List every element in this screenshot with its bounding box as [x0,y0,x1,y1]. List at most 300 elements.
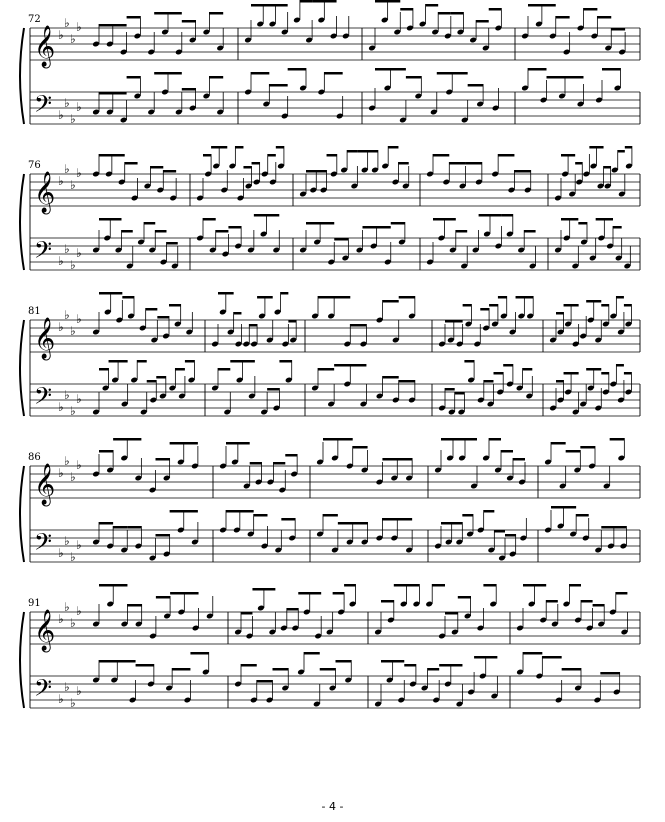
note-beam [441,438,453,441]
note-beam [304,652,320,655]
flat-accidental: ♭ [58,400,64,414]
note-beam [382,458,397,461]
note-beam [426,4,439,7]
page-number: - 4 - [321,800,344,813]
note-beam [353,446,368,449]
note-beam [451,12,464,15]
note-beam [468,84,483,87]
note-beam [556,312,564,315]
note-beam [400,8,413,11]
note-beam [433,154,449,157]
note-beam [581,600,593,603]
note-beam [318,368,334,371]
flat-accidental: ♭ [76,392,82,406]
note-beam [228,226,241,229]
bass-clef: 𝄢 [34,674,53,707]
note-beam [269,84,287,87]
note-beam [564,506,577,509]
note-beam [99,24,113,27]
note-beam [156,458,170,461]
note-beam [112,154,125,157]
note-beam [602,68,621,71]
flat-accidental: ♭ [76,166,82,180]
measure-number: 86 [28,452,41,463]
note-beam [334,364,350,367]
bass-clef: 𝄢 [34,236,53,269]
note-beam [316,170,326,173]
note-beam [523,652,542,655]
treble-staff [30,612,640,644]
note-beam [604,166,611,169]
flat-accidental: ♭ [64,680,70,694]
note-beam [596,146,603,149]
note-beam [391,222,405,225]
flat-accidental: ♭ [70,404,76,418]
note-beam [388,146,398,149]
flat-accidental: ♭ [58,254,64,268]
note-beam [466,162,482,165]
note-beam [571,304,579,307]
note-beam [484,510,495,513]
note-beam [594,368,602,371]
note-beam [113,526,127,529]
note-beam [570,218,579,221]
note-beam [542,4,556,7]
note-beam [226,510,240,513]
note-beam [501,214,512,217]
note-beam [383,376,399,379]
note-beam [125,162,138,165]
note-beam [251,72,269,75]
note-beam [516,296,525,299]
note-beam [281,518,295,521]
treble-staff [30,320,640,352]
note-beam [584,8,598,11]
note-beam [494,530,505,533]
note-beam [616,364,624,367]
note-beam [452,72,467,75]
note-beam [437,72,452,75]
note-beam [99,292,111,295]
note-beam [182,20,196,23]
note-beam [264,588,275,591]
flat-accidental: ♭ [64,96,70,110]
grand-staff-brace [20,612,24,708]
note-beam [604,218,613,221]
note-beam [209,76,223,79]
note-beam [254,214,267,217]
note-beam [383,300,399,303]
note-beam [118,360,128,363]
flat-accidental: ♭ [70,470,76,484]
note-beam [547,76,566,79]
note-beam [267,388,279,391]
note-beam [551,506,564,509]
flat-accidental: ♭ [58,108,64,122]
note-beam [561,218,570,221]
note-beam [169,304,181,307]
flat-accidental: ♭ [76,458,82,472]
note-beam [99,584,113,587]
note-beam [168,72,182,75]
note-beam [203,154,211,157]
note-beam [344,584,355,587]
note-beam [618,150,625,153]
note-beam [184,592,198,595]
note-beam [127,16,141,19]
note-beam [406,76,421,79]
note-beam [234,312,242,315]
note-beam [243,360,255,363]
flat-accidental: ♭ [64,454,70,468]
note-beam [610,438,625,441]
bass-clef: 𝄢 [34,528,53,561]
treble-staff [30,174,640,206]
note-beam [170,592,184,595]
note-beam [251,4,263,7]
note-beam [439,664,451,667]
note-beam [122,230,133,233]
flat-accidental: ♭ [70,324,76,338]
note-beam [218,292,226,295]
note-beam [168,12,182,15]
note-beam [285,454,297,457]
note-beam [390,68,405,71]
flat-accidental: ♭ [58,466,64,480]
note-beam [501,450,513,453]
flat-accidental: ♭ [58,612,64,626]
note-beam [397,458,412,461]
note-beam [444,218,455,221]
note-beam [99,154,112,157]
flat-accidental: ♭ [76,246,82,260]
note-beam [113,584,127,587]
note-beam [578,222,587,225]
note-beam [484,380,494,383]
note-beam [569,584,581,587]
note-beam [218,368,230,371]
note-beam [306,222,320,225]
note-beam [498,296,507,299]
note-beam [451,664,463,667]
flat-accidental: ♭ [64,534,70,548]
note-beam [99,218,110,221]
note-beam [556,16,570,19]
note-beam [338,438,353,441]
note-beam [589,146,596,149]
note-beam [155,230,166,233]
note-beam [288,320,296,323]
note-beam [334,296,350,299]
note-beam [163,170,176,173]
note-beam [137,360,147,363]
note-beam [127,526,141,529]
bass-staff [30,530,640,562]
system [20,146,640,272]
note-beam [394,584,407,587]
note-beam [324,0,336,3]
bass-clef: 𝄢 [34,90,53,123]
note-beam [327,154,337,157]
note-beam [99,368,109,371]
flat-accidental: ♭ [70,178,76,192]
flat-accidental: ♭ [64,600,70,614]
measure-number: 91 [28,598,41,609]
note-beam [333,592,344,595]
note-beam [465,438,477,441]
note-beam [524,230,535,233]
note-beam [551,442,566,445]
note-beam [172,668,190,671]
note-beam [449,162,465,165]
note-beam [428,668,440,671]
grand-staff-brace [20,466,24,562]
note-beam [388,0,401,3]
note-beam [523,584,535,587]
note-beam [250,462,262,465]
note-beam [489,304,498,307]
note-beam [611,28,625,31]
note-beam [479,214,490,217]
treble-staff [30,28,640,60]
note-beam [268,154,276,157]
note-beam [184,442,198,445]
note-beam [565,76,584,79]
note-beam [226,442,238,445]
note-beam [154,12,168,15]
note-beam [476,20,489,23]
note-beam [310,592,321,595]
note-beam [463,304,472,307]
note-beam [209,12,223,15]
note-beam [562,668,581,671]
note-beam [334,238,348,241]
note-beam [265,296,273,299]
note-beam [254,514,268,517]
note-beam [281,292,289,295]
note-beam [113,438,127,441]
note-beam [616,592,628,595]
note-beam [241,612,252,615]
note-beam [624,372,632,375]
note-beam [564,372,572,375]
note-beam [596,218,605,221]
note-beam [157,316,169,319]
note-beam [474,656,486,659]
flat-accidental: ♭ [64,308,70,322]
note-beam [147,380,157,383]
note-beam [184,510,198,513]
note-beam [528,68,547,71]
note-beam [375,0,388,3]
note-beam [445,388,455,391]
bass-staff [30,384,640,416]
flat-accidental: ♭ [58,692,64,706]
note-beam [535,584,547,587]
note-beam [318,296,334,299]
note-beam [458,596,471,599]
note-beam [263,4,275,7]
note-beam [586,300,594,303]
note-beam [498,154,514,157]
note-beam [624,304,632,307]
note-beam [312,0,324,3]
note-beam [240,510,254,513]
measure-number: 81 [28,306,41,317]
note-beam [542,656,561,659]
note-beam [462,514,473,517]
note-beam [300,0,312,3]
note-beam [399,380,415,383]
flat-accidental: ♭ [64,242,70,256]
note-beam [597,16,611,19]
note-beam [404,664,416,667]
note-beam [524,296,533,299]
note-beam [243,166,251,169]
flat-accidental: ♭ [70,696,76,710]
note-beam [368,150,378,153]
note-beam [219,146,227,149]
note-beam [99,660,117,663]
flat-accidental: ♭ [76,312,82,326]
note-beam [514,170,530,173]
note-beam [399,296,415,299]
note-beam [523,368,533,371]
flat-accidental: ♭ [58,174,64,188]
note-beam [382,518,397,521]
note-beam [594,300,602,303]
note-beam [99,522,113,525]
note-beam [566,450,581,453]
flat-accidental: ♭ [76,684,82,698]
note-beam [257,296,265,299]
bass-staff [30,676,640,708]
flat-accidental: ♭ [70,112,76,126]
note-beam [190,652,208,655]
note-beam [614,526,627,529]
system [20,292,640,418]
grand-staff-brace [20,28,24,124]
note-beam [480,308,489,311]
note-beam [381,600,394,603]
flat-accidental: ♭ [64,16,70,30]
note-beam [490,214,501,217]
note-beam [600,672,619,675]
grand-staff-brace [20,320,24,416]
note-beam [252,588,263,591]
note-beam [324,72,342,75]
flat-accidental: ♭ [64,162,70,176]
note-beam [156,534,170,537]
score-systems [20,0,640,710]
note-beam [441,522,452,525]
note-beam [136,664,154,667]
flat-accidental: ♭ [58,320,64,334]
flat-accidental: ♭ [70,258,76,272]
note-beam [167,242,178,245]
note-beam [625,146,632,149]
note-beam [320,222,334,225]
flat-accidental: ♭ [70,550,76,564]
note-beam [241,664,257,667]
note-beam [323,514,338,517]
measure-number: 72 [28,14,41,25]
note-beam [601,526,614,529]
note-beam [150,166,163,169]
note-beam [127,76,141,79]
note-beam [580,446,595,449]
note-beam [398,162,408,165]
note-beam [238,442,250,445]
flat-accidental: ♭ [76,538,82,552]
flat-accidental: ♭ [76,100,82,114]
measure-number: 76 [28,160,41,171]
note-beam [113,92,127,95]
note-beam [99,450,113,453]
note-beam [561,154,568,157]
note-beam [267,214,280,217]
note-beam [211,146,219,149]
flat-accidental: ♭ [76,20,82,34]
note-beam [438,12,451,15]
system [20,438,640,564]
note-beam [127,438,141,441]
note-beam [363,226,377,229]
note-beam [593,604,605,607]
note-beam [127,604,141,607]
note-beam [397,518,412,521]
note-beam [576,514,589,517]
note-beam [486,656,498,659]
note-beam [144,222,155,225]
note-beam [122,296,134,299]
note-beam [571,372,579,375]
note-beam [306,170,316,173]
note-beam [601,304,609,307]
note-beam [156,376,166,379]
note-beam [203,218,216,221]
note-beam [601,372,609,375]
flat-accidental: ♭ [58,546,64,560]
note-beam [117,660,135,663]
note-beam [350,324,366,327]
treble-clef: 𝄞 [34,26,56,67]
note-beam [528,4,542,7]
note-beam [564,304,572,307]
note-beam [273,668,289,671]
note-beam [170,442,184,445]
treble-clef: 𝄞 [34,318,56,359]
flat-accidental: ♭ [64,388,70,402]
note-beam [323,438,338,441]
note-beam [276,146,284,149]
flat-accidental: ♭ [70,616,76,630]
note-beam [489,8,502,11]
note-beam [613,226,622,229]
system [20,584,640,710]
note-beam [226,292,234,295]
note-beam [249,324,257,327]
note-beam [109,360,119,363]
flat-accidental: ♭ [70,32,76,46]
note-beam [350,364,366,367]
note-beam [483,584,496,587]
note-beam [375,68,390,71]
note-beam [568,154,575,157]
bass-clef: 𝄢 [34,382,53,415]
treble-staff [30,466,640,498]
note-beam [452,522,463,525]
